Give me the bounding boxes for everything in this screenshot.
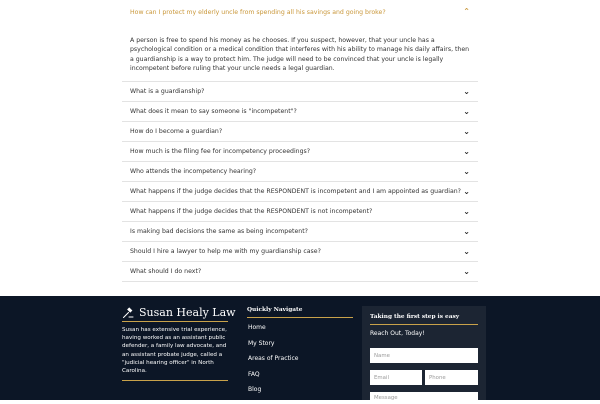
faq-question[interactable]	[122, 182, 478, 202]
faq-question-label: What does it mean to say someone is "incompetent"?	[130, 108, 297, 115]
divider	[122, 321, 228, 322]
faq-question-label: How much is the filing fee for incompetency proceedings?	[130, 148, 311, 155]
nav-link-faq[interactable]: FAQ	[248, 370, 260, 378]
faq-question[interactable]	[122, 262, 478, 282]
site-footer	[0, 296, 600, 400]
chevron-down-icon: ⌄	[463, 86, 470, 96]
faq-question[interactable]	[122, 222, 478, 242]
faq-question-label: What should I do next?	[130, 268, 202, 275]
name-field[interactable]	[370, 348, 478, 363]
faq-question[interactable]	[122, 242, 478, 262]
brand-logo[interactable]	[122, 306, 236, 319]
faq-question-label: Who attends the incompetency hearing?	[130, 168, 257, 175]
divider	[122, 380, 228, 381]
email-field[interactable]	[370, 370, 422, 385]
chevron-down-icon: ⌄	[463, 266, 470, 276]
chevron-down-icon: ⌄	[463, 126, 470, 136]
chevron-up-icon: ⌃	[463, 7, 470, 16]
contact-title: Taking the first step is easy	[370, 314, 460, 320]
faq-question-label: Should I hire a lawyer to help me with my guardianship case?	[130, 248, 321, 255]
chevron-down-icon: ⌄	[463, 146, 470, 156]
brand-name: Susan Healy Law	[139, 306, 236, 319]
bio-text: Susan has extensive trial experience, having worked as an assistant public defender, a family law advocate, and an assistant probate judge, called a "judicial hearing officer" in North Carolina.	[122, 327, 227, 375]
faq-question-label: What is a guardianship?	[130, 88, 205, 95]
faq-question[interactable]	[122, 122, 478, 142]
nav-link-my-story[interactable]: My Story	[248, 339, 275, 347]
faq-question[interactable]	[122, 202, 478, 222]
nav-link-home[interactable]: Home	[248, 324, 266, 331]
faq-question-label: What happens if the judge decides that the RESPONDENT is not incompetent?	[130, 208, 373, 215]
chevron-down-icon: ⌄	[463, 106, 470, 116]
faq-question-label: What happens if the judge decides that the RESPONDENT is incompetent and I am appointed as guardian?	[130, 188, 461, 195]
contact-subtitle: Reach Out, Today!	[370, 330, 425, 337]
message-field[interactable]	[370, 392, 478, 404]
faq-question-label: How can I protect my elderly uncle from spending all his savings and going broke?	[130, 8, 386, 16]
faq-answer: A person is free to spend his money as he chooses. If you suspect, however, that your uncle has a psychological condition or a medical condition that interferes with his ability to manage his daily affairs, then a guardianship is a way to protect him. The judge will need to be convinced that your uncle is legally incompetent before ruling that your uncle needs a legal guardian.	[122, 28, 478, 82]
chevron-down-icon: ⌄	[463, 206, 470, 216]
faq-question[interactable]	[122, 162, 478, 182]
footer-nav	[248, 324, 299, 402]
nav-link-blog[interactable]: Blog	[248, 386, 262, 393]
chevron-down-icon: ⌄	[463, 226, 470, 236]
faq-question[interactable]	[122, 102, 478, 122]
faq-question-open[interactable]	[122, 2, 478, 22]
faq-question[interactable]	[122, 142, 478, 162]
chevron-down-icon: ⌄	[463, 186, 470, 196]
chevron-down-icon: ⌄	[463, 246, 470, 256]
faq-question-label: How do I become a guardian?	[130, 128, 223, 135]
divider	[370, 324, 478, 325]
faq-list	[122, 2, 478, 282]
nav-title: Quickly Navigate	[247, 307, 303, 313]
nav-link-areas-of-practice[interactable]: Areas of Practice	[248, 355, 299, 362]
divider	[247, 317, 353, 318]
contact-form	[362, 306, 486, 400]
faq-question-label: Is making bad decisions the same as being incompetent?	[130, 228, 308, 235]
gavel-icon	[122, 307, 134, 319]
chevron-down-icon: ⌄	[463, 166, 470, 176]
phone-field[interactable]	[425, 370, 478, 385]
faq-question[interactable]	[122, 82, 478, 102]
